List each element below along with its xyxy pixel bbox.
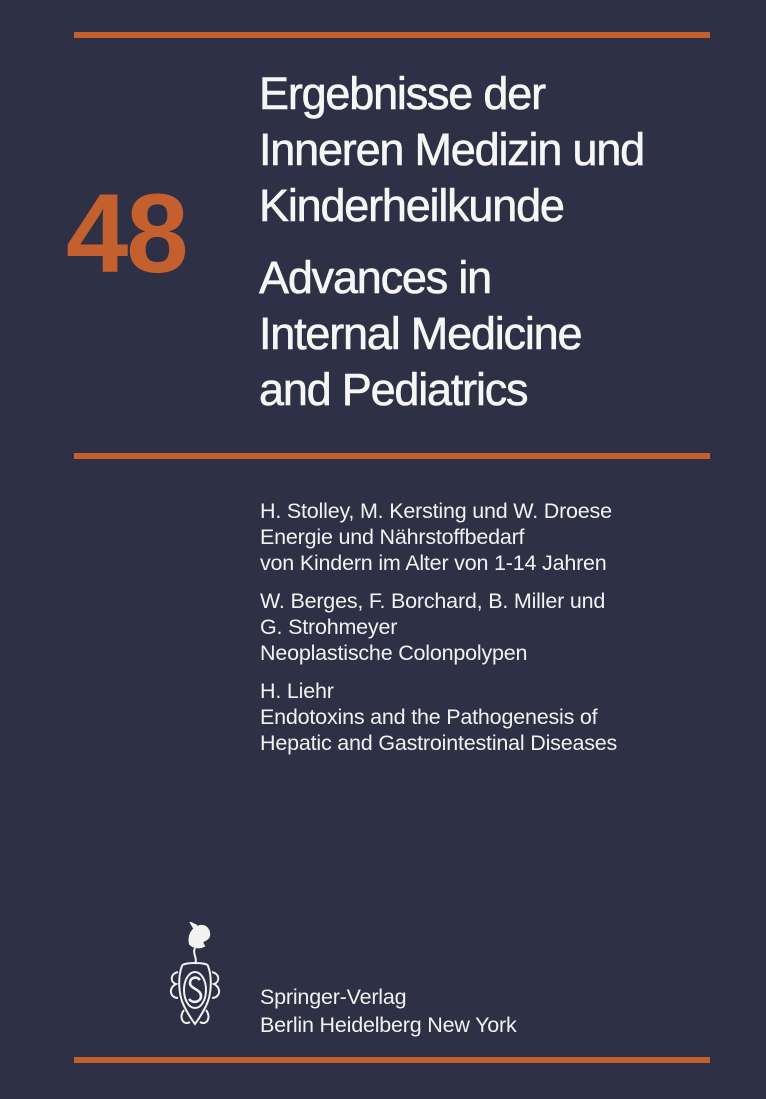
volume-number: 48 <box>66 171 187 296</box>
bottom-rule <box>74 1057 710 1063</box>
series-title <box>259 66 729 418</box>
top-rule <box>74 32 710 38</box>
title-en-line: Internal Medicine <box>259 308 582 359</box>
entry-authors: W. Berges, F. Borchard, B. Miller und <box>260 589 606 613</box>
entry-title-line: Neoplastische Colonpolypen <box>260 641 528 665</box>
title-de-line: Ergebnisse der <box>259 68 545 119</box>
entry-authors: G. Strohmeyer <box>260 615 398 639</box>
title-en-line: Advances in <box>259 252 491 303</box>
entry-title-line: Energie und Nährstoffbedarf <box>260 525 525 549</box>
entry-title-line: von Kindern im Alter von 1-14 Jahren <box>260 551 607 575</box>
contents-entry <box>260 498 720 576</box>
middle-rule <box>74 453 710 459</box>
entry-authors: H. Liehr <box>260 679 334 703</box>
title-de-line: Inneren Medizin und <box>259 124 644 175</box>
contents-entry <box>260 678 720 756</box>
springer-knight-logo-icon <box>160 922 230 1032</box>
publisher-imprint <box>260 983 680 1039</box>
contents-entry <box>260 588 720 666</box>
entry-title-line: Endotoxins and the Pathogenesis of <box>260 705 598 729</box>
publisher-name: Springer-Verlag <box>260 985 407 1009</box>
title-en-line: and Pediatrics <box>259 364 528 415</box>
title-de-line: Kinderheilkunde <box>259 180 564 231</box>
entry-title-line: Hepatic and Gastrointestinal Diseases <box>260 731 618 755</box>
entry-authors: H. Stolley, M. Kersting und W. Droese <box>260 499 612 523</box>
contents-list <box>260 498 720 768</box>
publisher-cities: Berlin Heidelberg New York <box>260 1013 517 1037</box>
